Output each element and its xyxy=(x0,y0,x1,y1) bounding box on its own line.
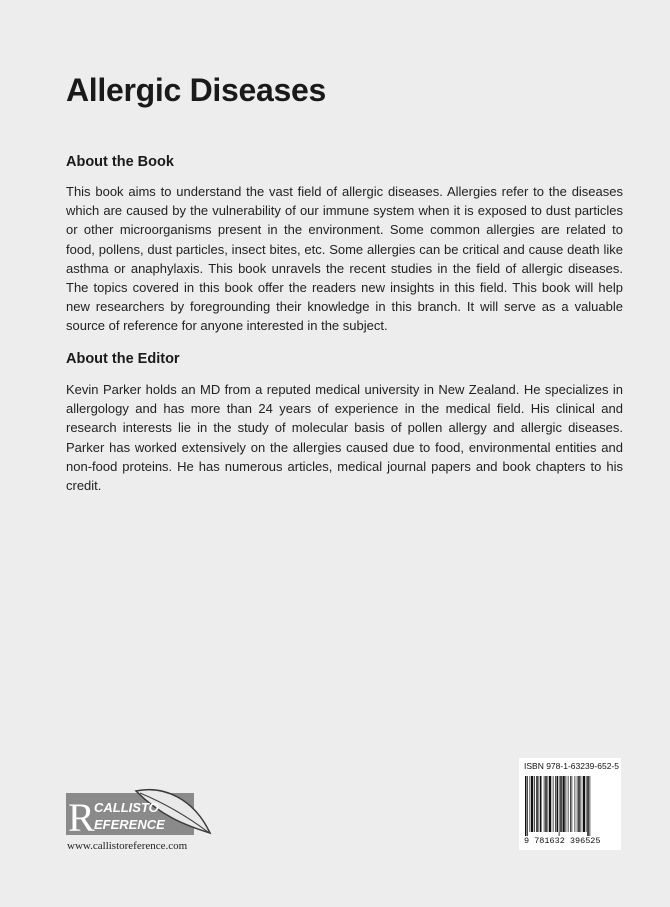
barcode-bar xyxy=(548,776,549,832)
barcode-bar xyxy=(566,776,567,832)
isbn-label: ISBN 978-1-63239-652-5 xyxy=(524,761,619,771)
barcode-bar xyxy=(549,776,551,832)
logo-line-1: CALLISTO xyxy=(94,800,159,815)
barcode-bar xyxy=(545,776,547,832)
barcode-bars xyxy=(525,776,590,836)
logo-line-2: EFERENCE xyxy=(94,817,165,832)
publisher-logo xyxy=(64,785,214,843)
barcode-bar xyxy=(559,776,560,836)
book-title: Allergic Diseases xyxy=(66,72,326,108)
about-editor-heading: About the Editor xyxy=(66,351,180,367)
barcode-bar xyxy=(531,776,533,832)
barcode-bar xyxy=(563,776,565,832)
barcode-bar xyxy=(530,776,531,832)
barcode-bar xyxy=(578,776,580,832)
about-editor-text: Kevin Parker holds an MD from a reputed medical university in New Zealand. He specializes in allergology and has more than 24 years of experience in the medical field. His clinical and research interests lie in the study of molecular basis of pollen allergy and allergic diseases. Parker has worked extensively on the allergies caused due to food, environmental entities and non-food proteins. He has numerous articles, medical journal papers and book chapters to his credit. xyxy=(66,382,623,494)
about-book-text: This book aims to understand the vast field of allergic diseases. Allergies refer to the diseases which are caused by the vulnerability of our immune system when it is exposed to dust particles or other microorganisms present in the environment. Some common allergies are related to food, pollens, dust particles, insect bites, etc. Some allergies can be critical and cause death like asthma or anaphylaxis. This book unravels the recent studies in the field of allergic diseases. The topics covered in this book offer the readers new insights in this field. This book will help new researchers by foregrounding their knowledge in this branch. It will serve as a valuable source of reference for anyone interested in the subject. xyxy=(66,184,623,334)
barcode-bar xyxy=(577,776,578,832)
barcode-bar xyxy=(586,776,587,832)
barcode-bar xyxy=(540,776,542,832)
logo-letter-r: R xyxy=(68,795,95,840)
barcode-bar xyxy=(572,776,573,832)
barcode-bar xyxy=(555,776,556,832)
barcode-bar xyxy=(534,776,535,832)
barcode-bar xyxy=(560,776,562,832)
barcode-bar xyxy=(553,776,554,832)
barcode-bar xyxy=(525,776,527,836)
barcode-bar xyxy=(587,776,589,836)
barcode-bar xyxy=(581,776,582,832)
barcode-bar xyxy=(590,776,591,836)
barcode-bar xyxy=(570,776,571,832)
publisher-website[interactable]: www.callistoreference.com xyxy=(67,840,188,852)
barcode-bar xyxy=(539,776,540,832)
barcode-graphic xyxy=(522,774,618,846)
barcode-bar xyxy=(527,776,528,836)
barcode-digits: 9 781632 396525 xyxy=(524,836,601,846)
barcode-bar xyxy=(575,776,576,832)
about-book-heading: About the Book xyxy=(66,154,174,170)
barcode-bar xyxy=(544,776,545,832)
barcode-bar xyxy=(583,776,585,832)
barcode-bar xyxy=(557,776,559,832)
barcode-bar xyxy=(536,776,538,832)
barcode-bar xyxy=(568,776,569,832)
publisher-logo-graphic xyxy=(64,785,214,843)
